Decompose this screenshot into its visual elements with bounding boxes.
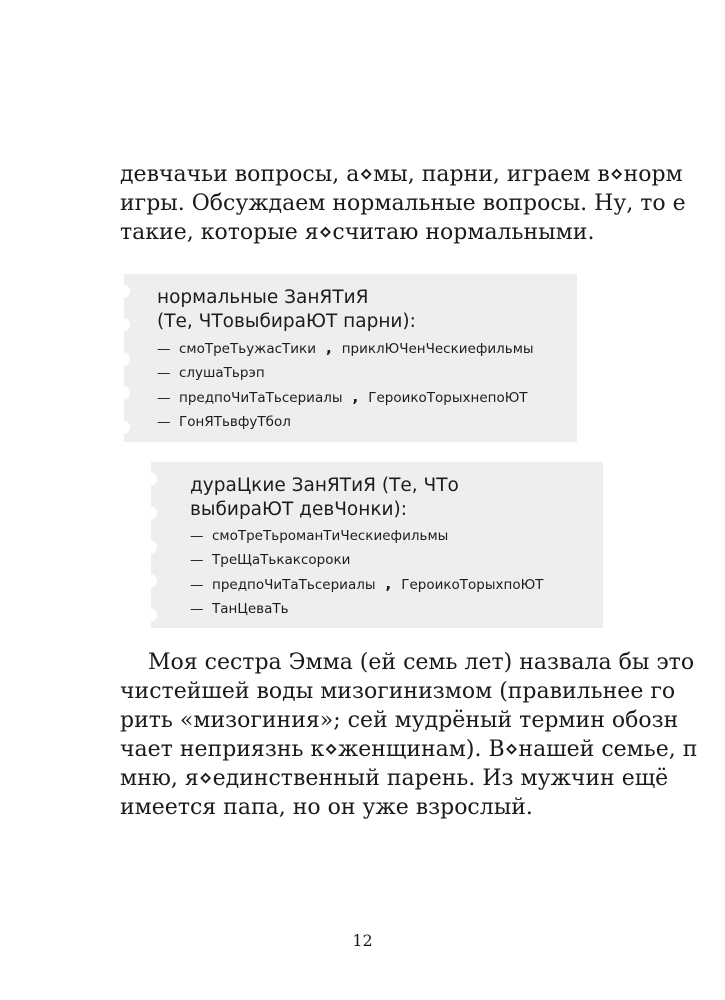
text-line: такие, которые я⋄считаю нормальными. — [120, 220, 595, 245]
dash-bullet: — — [190, 577, 204, 593]
text-line: имеется папа, но он уже взрослый. — [120, 795, 533, 820]
text-line: рить «мизогиния»; сей мудрёный термин обозн — [120, 708, 679, 733]
torn-ring-edge — [143, 462, 159, 628]
list-item — [190, 572, 603, 597]
dash-bullet: — — [157, 390, 171, 406]
list-item — [157, 361, 577, 385]
dash-bullet: — — [190, 528, 204, 544]
list-item — [157, 385, 577, 410]
list-item — [190, 524, 603, 548]
dash-bullet: — — [190, 552, 204, 568]
item-text: слушаТьрэп — [179, 365, 265, 381]
dash-bullet: — — [190, 601, 204, 617]
note-card-girls — [151, 462, 603, 628]
item-text: ТанЦеваТь — [212, 601, 289, 617]
paragraph-top — [120, 160, 686, 247]
item-text: предпоЧиТаТьсериалы — [212, 577, 376, 593]
text-line: Моя сестра Эмма (ей семь лет) назвала бы это — [120, 650, 695, 675]
text-line: чистейшей воды мизогинизмом (правильнее го — [120, 679, 676, 704]
note-heading — [190, 474, 603, 522]
item-text: ГероикоТорыхнепоЮТ — [368, 390, 528, 406]
dash-bullet: — — [157, 414, 171, 430]
item-text: смоТреТьужасТики — [179, 341, 316, 357]
item-text: приклЮЧенЧескиефильмы — [341, 341, 534, 357]
torn-ring-edge — [116, 274, 132, 442]
dash-bullet: — — [157, 341, 171, 357]
item-text: смоТреТьроманТиЧескиефильмы — [212, 528, 449, 544]
item-text: ГероикоТорыхпоЮТ — [401, 577, 544, 593]
note-heading — [157, 286, 577, 334]
paragraph-bottom — [120, 648, 697, 822]
note-heading-line: нормальные ЗанЯТиЯ — [157, 287, 369, 308]
item-text: предпоЧиТаТьсериалы — [179, 390, 343, 406]
item-text: ГонЯТьвфуТбол — [179, 414, 291, 430]
list-item — [190, 597, 603, 621]
text-line: девчачьи вопросы, а⋄мы, парни, играем в⋄норм — [120, 162, 683, 187]
text-line: чает неприязнь к⋄женщинам). В⋄нашей семье, п — [120, 737, 698, 762]
note-heading-line: выбираЮТ девЧонки): — [190, 499, 407, 520]
item-separator: , — [352, 388, 359, 406]
dash-bullet: — — [157, 365, 171, 381]
item-text: ТреЩаТькаксороки — [212, 552, 351, 568]
item-separator: , — [325, 339, 332, 357]
item-separator: , — [385, 575, 392, 593]
list-item — [157, 410, 577, 434]
page-number: 12 — [352, 931, 373, 950]
list-item — [190, 548, 603, 572]
list-item — [157, 336, 577, 361]
text-line: игры. Обсуждаем нормальные вопросы. Ну, то е — [120, 191, 686, 216]
note-heading-line: (Те, ЧТовыбираЮТ парни): — [157, 311, 416, 332]
text-line: мню, я⋄единственный парень. Из мужчин ещё — [120, 766, 669, 791]
note-card-boys — [124, 274, 577, 442]
note-heading-line: дураЦкие ЗанЯТиЯ (Те, ЧТо — [190, 475, 459, 496]
